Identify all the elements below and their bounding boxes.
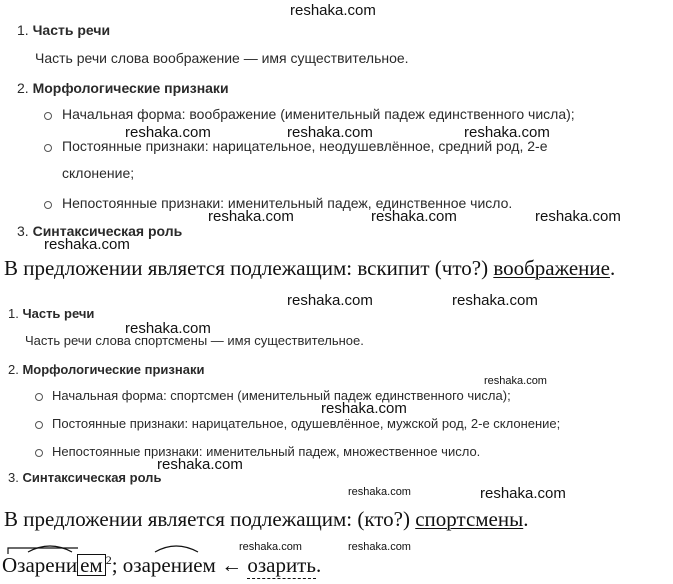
watermark: reshaka.com	[208, 208, 294, 225]
b2-sentence: В предложении является подлежащим: (кто?) спортсмены.	[4, 507, 529, 531]
watermark: reshaka.com	[348, 486, 411, 498]
b2-item1-text: Часть речи слова спортсмены — имя существительное.	[25, 333, 364, 348]
watermark: reshaka.com	[44, 236, 130, 253]
word-stem: Озарени ем	[2, 553, 106, 578]
bullet-icon	[35, 449, 43, 457]
b2-bullet-1: Начальная форма: спортсмен (именительный падеж единственного числа);	[52, 388, 511, 403]
bullet-icon	[35, 421, 43, 429]
b1-bullet-3: Непостоянные признаки: именительный падеж, единственное число.	[62, 195, 513, 211]
b1-bullet-2-cont: склонение;	[62, 165, 135, 181]
watermark: reshaka.com	[452, 292, 538, 309]
b1-item1-heading: 1. Часть речи	[17, 22, 111, 38]
b2-item2-heading: 2. Морфологические признаки	[8, 362, 205, 377]
watermark: reshaka.com	[484, 375, 547, 387]
b2-item3-heading: 3. Синтаксическая роль	[8, 470, 162, 485]
root-arc-marks	[0, 540, 240, 560]
root-arc-mark	[28, 546, 72, 552]
watermark: reshaka.com	[125, 320, 211, 337]
b1-item1-text: Часть речи слова воображение — имя существительное.	[35, 50, 409, 66]
bullet-icon	[44, 144, 52, 152]
bullet-icon	[35, 393, 43, 401]
b2-bullet-2: Постоянные признаки: нарицательное, одушевлённое, мужской род, 2-е склонение;	[52, 416, 561, 431]
ending-box: ем	[77, 554, 106, 576]
watermark: reshaka.com	[535, 208, 621, 225]
b2-item1-heading: 1. Часть речи	[8, 306, 95, 321]
watermark: reshaka.com	[287, 292, 373, 309]
source-word: озарить	[247, 553, 316, 577]
bullet-icon	[44, 112, 52, 120]
watermark: reshaka.com	[125, 124, 211, 141]
watermark: reshaka.com	[290, 2, 376, 19]
stem-bracket-mark	[8, 548, 78, 554]
b1-item2-heading: 2. Морфологические признаки	[17, 80, 229, 96]
root-arc-mark	[155, 546, 198, 552]
b1-bullet-1: Начальная форма: воображение (именительный падеж единственного числа);	[62, 106, 575, 122]
watermark: reshaka.com	[239, 541, 302, 553]
b1-sentence: В предложении является подлежащим: вскипит (что?) воображение.	[4, 256, 616, 280]
watermark: reshaka.com	[480, 485, 566, 502]
b2-bullet-3: Непостоянные признаки: именительный падеж, множественное число.	[52, 444, 481, 459]
watermark: reshaka.com	[464, 124, 550, 141]
watermark: reshaka.com	[371, 208, 457, 225]
watermark: reshaka.com	[348, 541, 411, 553]
b1-item3-heading: 3. Синтаксическая роль	[17, 223, 183, 239]
b1-bullet-2: Постоянные признаки: нарицательное, неодушевлённое, средний род, 2-е	[62, 138, 548, 154]
bullet-icon	[44, 201, 52, 209]
watermark: reshaka.com	[321, 400, 407, 417]
watermark: reshaka.com	[157, 456, 243, 473]
watermark: reshaka.com	[287, 124, 373, 141]
morpheme-line: Озарени ем $^2$; озарением ← озарить.	[2, 553, 322, 577]
